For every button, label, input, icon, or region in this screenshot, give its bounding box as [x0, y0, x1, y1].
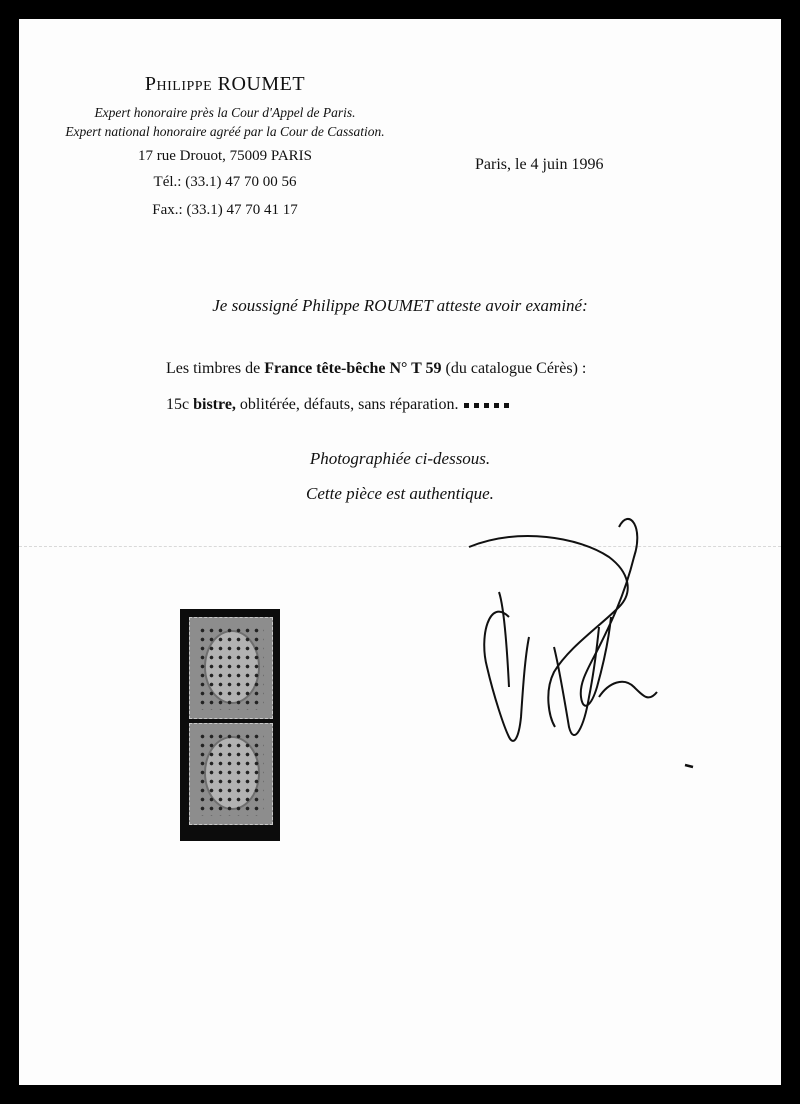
- attestation-line: Je soussigné Philippe ROUMET atteste avoir examiné:: [212, 296, 588, 315]
- stamp-top: [189, 617, 273, 719]
- signature-svg: [459, 497, 699, 807]
- expert-title-1: Expert honoraire près la Cour d'Appel de Paris.: [94, 105, 356, 120]
- certificate-page: [19, 19, 781, 1085]
- fax: Fax.: (33.1) 47 70 41 17: [152, 202, 298, 218]
- stamp-photo: [180, 609, 280, 841]
- cancellation-marks: [198, 626, 264, 710]
- expert-title-2: Expert national honoraire agréé par la Cour de Cassation.: [65, 124, 385, 139]
- expert-name: Philippe ROUMET: [144, 73, 306, 95]
- marker-squares: [459, 396, 509, 413]
- address: 17 rue Drouot, 75009 PARIS: [137, 148, 313, 164]
- signature: [459, 497, 699, 812]
- cancellation-marks: [198, 732, 264, 816]
- date-line: Paris, le 4 juin 1996: [475, 156, 604, 173]
- telephone: Tél.: (33.1) 47 70 00 56: [153, 174, 297, 190]
- photographed-line: Photographiée ci-dessous.: [309, 449, 491, 468]
- stamp-description-line-2: 15c bistre, oblitérée, défauts, sans réparation.: [166, 396, 509, 414]
- authentic-line: Cette pièce est authentique.: [306, 484, 494, 503]
- stamp-description-line-1: Les timbres de France tête-bêche N° T 59 (du catalogue Cérès) :: [166, 360, 587, 377]
- stamp-bottom: [189, 723, 273, 825]
